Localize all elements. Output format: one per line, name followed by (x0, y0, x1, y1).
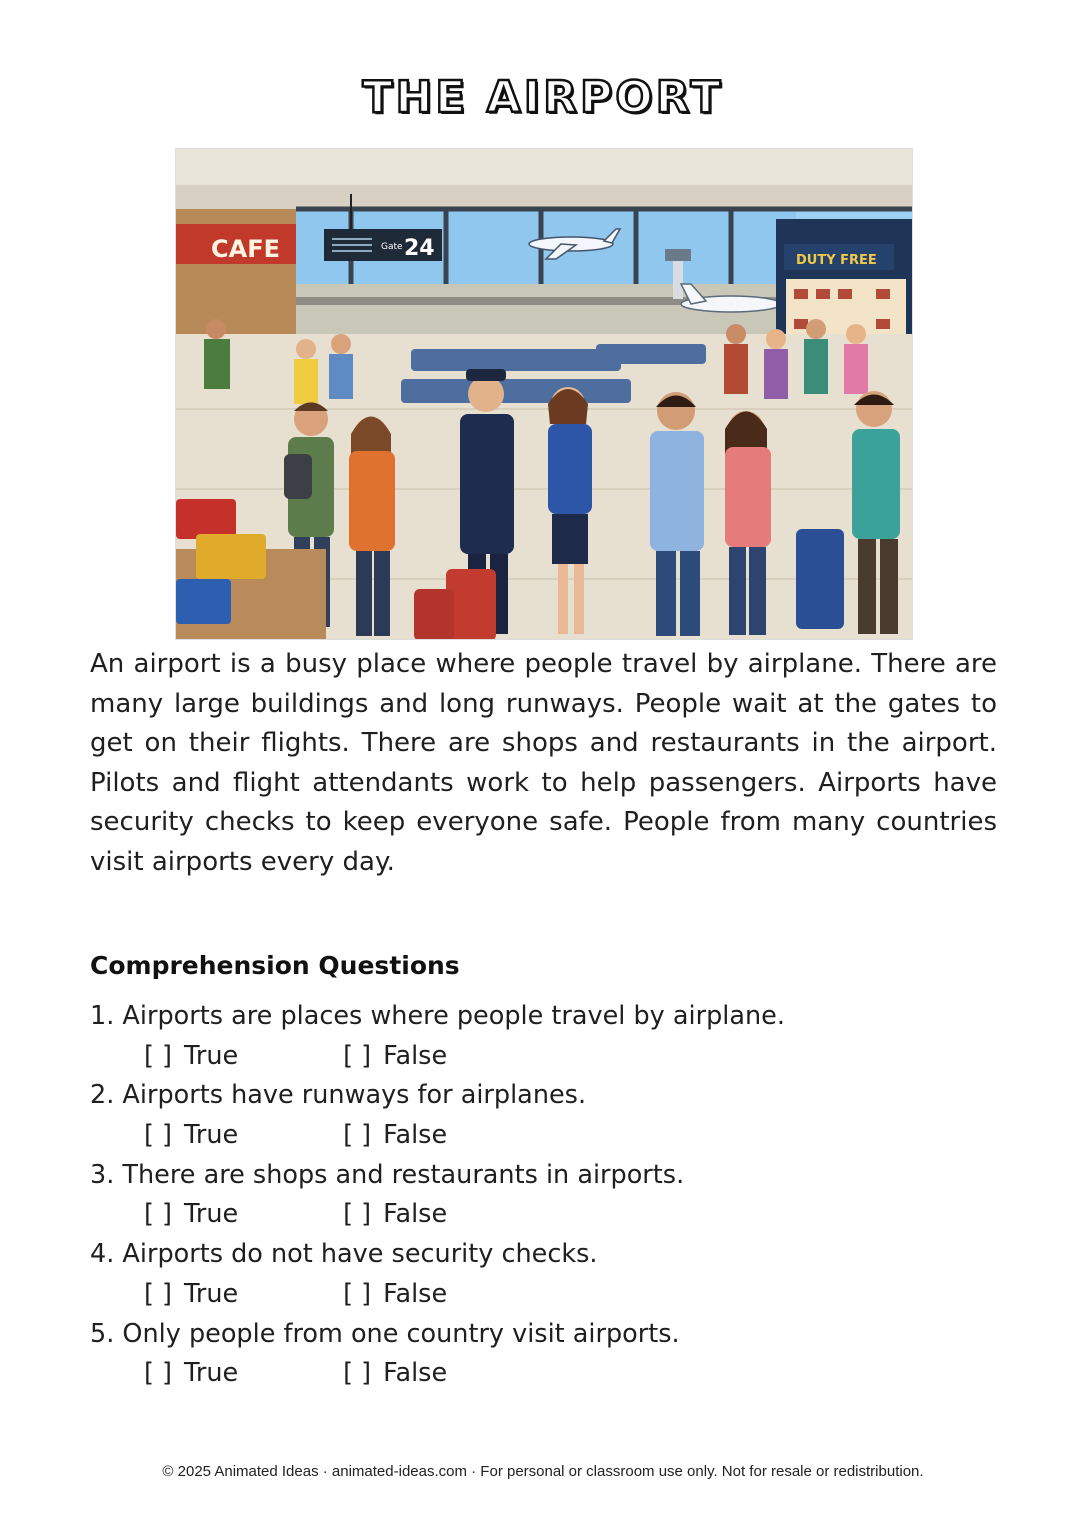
question-1 (90, 997, 1010, 1076)
answer-options (90, 1275, 1010, 1315)
answer-options (90, 1037, 1010, 1077)
true-checkbox[interactable]: [ ] (144, 1278, 173, 1309)
cafe-sign: CAFE (211, 235, 280, 263)
question-list (90, 997, 1010, 1394)
answer-options (90, 1116, 1010, 1156)
false-checkbox[interactable]: [ ] (343, 1278, 372, 1309)
gate-number: 24 (404, 236, 435, 261)
true-label: True (184, 1199, 239, 1230)
airport-illustration (175, 148, 913, 640)
gate-label: Gate (381, 242, 403, 252)
false-checkbox[interactable]: [ ] (343, 1199, 372, 1230)
false-option[interactable] (343, 1116, 447, 1156)
duty-free-sign: DUTY FREE (796, 253, 877, 268)
answer-options (90, 1354, 1010, 1394)
false-label: False (383, 1040, 448, 1071)
false-checkbox[interactable]: [ ] (343, 1040, 372, 1071)
true-checkbox[interactable]: [ ] (144, 1358, 173, 1389)
reading-passage: An airport is a busy place where people travel by airplane. There are many large buildings and long runways. People wait at the gates to get on their flights. There are shops and restaurants in the airport. Pilots and flight attendants work to help passengers. Airports have security checks to keep everyone safe. People from many countries visit airports every day. (90, 649, 997, 877)
true-option[interactable] (144, 1195, 335, 1235)
false-option[interactable] (343, 1275, 447, 1315)
false-label: False (383, 1120, 448, 1151)
question-2 (90, 1076, 1010, 1155)
answer-options (90, 1195, 1010, 1235)
false-option[interactable] (343, 1354, 447, 1394)
question-text: 3. There are shops and restaurants in airports. (90, 1159, 685, 1190)
comprehension-heading: Comprehension Questions (90, 951, 460, 980)
true-option[interactable] (144, 1116, 335, 1156)
question-text: 1. Airports are places where people travel by airplane. (90, 1001, 785, 1031)
question-4 (90, 1235, 1010, 1314)
question-5 (90, 1315, 1010, 1394)
false-label: False (383, 1199, 448, 1230)
true-label: True (184, 1278, 239, 1309)
false-option[interactable] (343, 1037, 447, 1077)
question-3 (90, 1156, 1010, 1235)
true-label: True (184, 1040, 239, 1071)
true-option[interactable] (144, 1037, 335, 1077)
question-text: 2. Airports have runways for airplanes. (90, 1080, 587, 1111)
true-option[interactable] (144, 1275, 335, 1315)
true-checkbox[interactable]: [ ] (144, 1040, 173, 1071)
false-label: False (383, 1278, 448, 1309)
page-title: THE AIRPORT (362, 72, 724, 123)
true-checkbox[interactable]: [ ] (144, 1199, 173, 1230)
question-text: 4. Airports do not have security checks. (90, 1239, 598, 1270)
copyright-footer: © 2025 Animated Ideas · animated-ideas.com · For personal or classroom use only. Not for resale or redistribution. (162, 1463, 924, 1480)
false-checkbox[interactable]: [ ] (343, 1120, 372, 1151)
false-checkbox[interactable]: [ ] (343, 1358, 372, 1389)
false-label: False (383, 1358, 448, 1389)
true-option[interactable] (144, 1354, 335, 1394)
true-label: True (184, 1358, 239, 1389)
true-label: True (184, 1120, 239, 1151)
true-checkbox[interactable]: [ ] (144, 1120, 173, 1151)
question-text: 5. Only people from one country visit airports. (90, 1318, 680, 1349)
false-option[interactable] (343, 1195, 447, 1235)
